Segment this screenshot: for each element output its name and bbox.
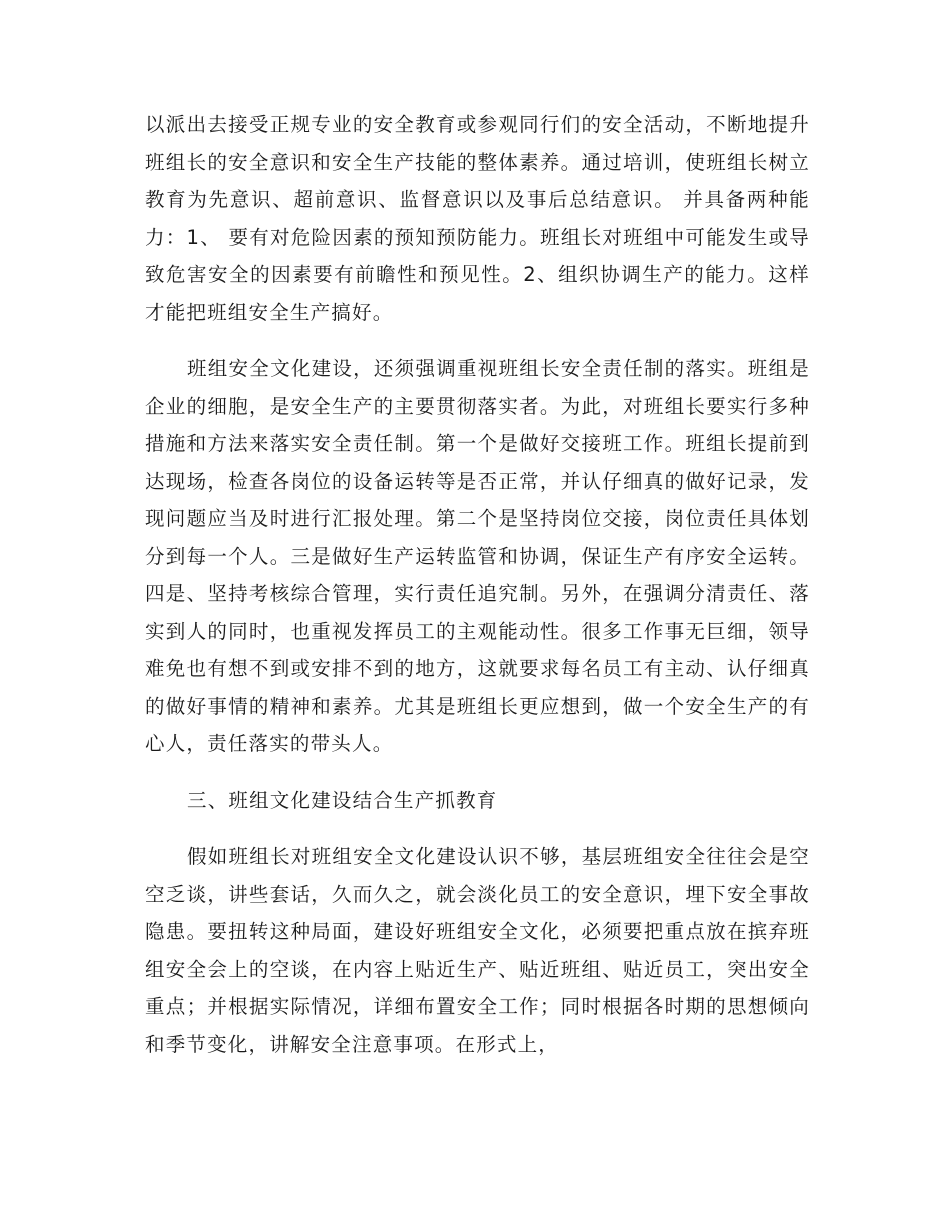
section-heading: 三、班组文化建设结合生产抓教育 (187, 788, 498, 812)
document-body (145, 106, 810, 1082)
paragraph-3: 假如班组长对班组安全文化建设认识不够，基层班组安全往往会是空空乏谈，讲些套话，久而久之，就会淡化员工的安全意识，埋下安全事故隐患。要扭转这种局面，建设好班组安全文化，必须要把重点放在摈弃班组安全会上的空谈，在内容上贴近生产、贴近班组、贴近员工，突出安全重点；并根据实际情况，详细布置安全工作；同时根据各时期的思想倾向和季节变化，讲解安全注意事项。在形式上， (145, 845, 810, 1056)
paragraph-1: 以派出去接受正规专业的安全教育或参观同行们的安全活动，不断地提升班组长的安全意识和安全生产技能的整体素养。通过培训，使班组长树立教育为先意识、超前意识、监督意识以及事后总结意识。 并具备两种能力：1、 要有对危险因素的预知预防能力。班组长对班组中可能发生或导致危害安全的因素要有前瞻性和预见性。2、组织协调生产的能力。这样才能把班组安全生产搞好。 (145, 113, 810, 324)
paragraph-2: 班组安全文化建设，还须强调重视班组长安全责任制的落实。班组是企业的细胞，是安全生产的主要贯彻落实者。为此，对班组长要实行多种措施和方法来落实安全责任制。第一个是做好交接班工作。班组长提前到达现场，检查各岗位的设备运转等是否正常，并认仔细真的做好记录，发现问题应当及时进行汇报处理。第二个是坚持岗位交接，岗位责任具体划分到每一个人。三是做好生产运转监管和协调，保证生产有序安全运转。四是、坚持考核综合管理，实行责任追究制。另外，在强调分清责任、落实到人的同时，也重视发挥员工的主观能动性。很多工作事无巨细，领导难免也有想不到或安排不到的地方，这就要求每名员工有主动、认仔细真的做好事情的精神和素养。尤其是班组长更应想到，做一个安全生产的有心人，责任落实的带头人。 (145, 357, 810, 755)
